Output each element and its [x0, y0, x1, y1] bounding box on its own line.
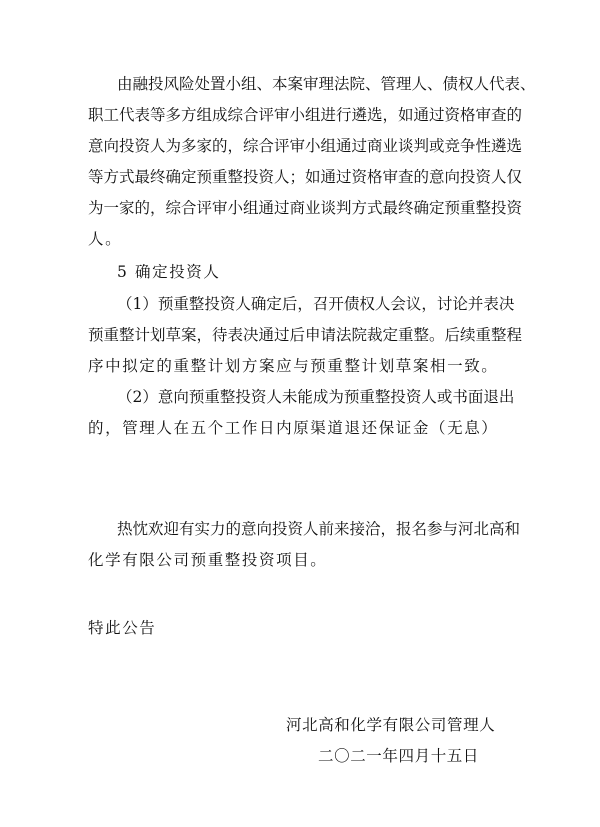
issue-date: 二〇二一年四月十五日 [318, 747, 480, 765]
text-line: 等方式最终确定预重整投资人；如通过资格审查的意向投资人仅 [88, 168, 523, 186]
text-line: 职工代表等多方组成综合评审小组进行遴选，如通过资格审查的 [88, 106, 523, 124]
text-line: 热忱欢迎有实力的意向投资人前来接洽，报名参与河北高和 [117, 520, 521, 538]
text-line: 预重整计划草案，待表决通过后申请法院裁定重整。后续重整程 [88, 326, 523, 344]
text-line: 化学有限公司预重整投资项目。 [88, 551, 328, 569]
text-line: 序中拟定的重整计划方案应与预重整计划草案相一致。 [88, 357, 499, 375]
text-line: 为一家的，综合评审小组通过商业谈判方式最终确定预重整投资 [88, 199, 523, 217]
text-line: （1）预重整投资人确定后，召开债权人会议，讨论并表决 [117, 295, 515, 313]
text-line: （2）意向预重整投资人未能成为预重整投资人或书面退出 [117, 388, 515, 406]
section-heading: 5 确定投资人 [117, 263, 221, 281]
text-line: 人。 [88, 230, 123, 248]
issuer-signature: 河北高和化学有限公司管理人 [286, 716, 496, 734]
text-line: 的，管理人在五个工作日内原渠道退还保证金（无息） [88, 419, 499, 437]
closing-text: 特此公告 [88, 619, 157, 637]
text-line: 由融投风险处置小组、本案审理法院、管理人、债权人代表、 [117, 75, 536, 93]
text-line: 意向投资人为多家的，综合评审小组通过商业谈判或竞争性遴选 [88, 137, 523, 155]
